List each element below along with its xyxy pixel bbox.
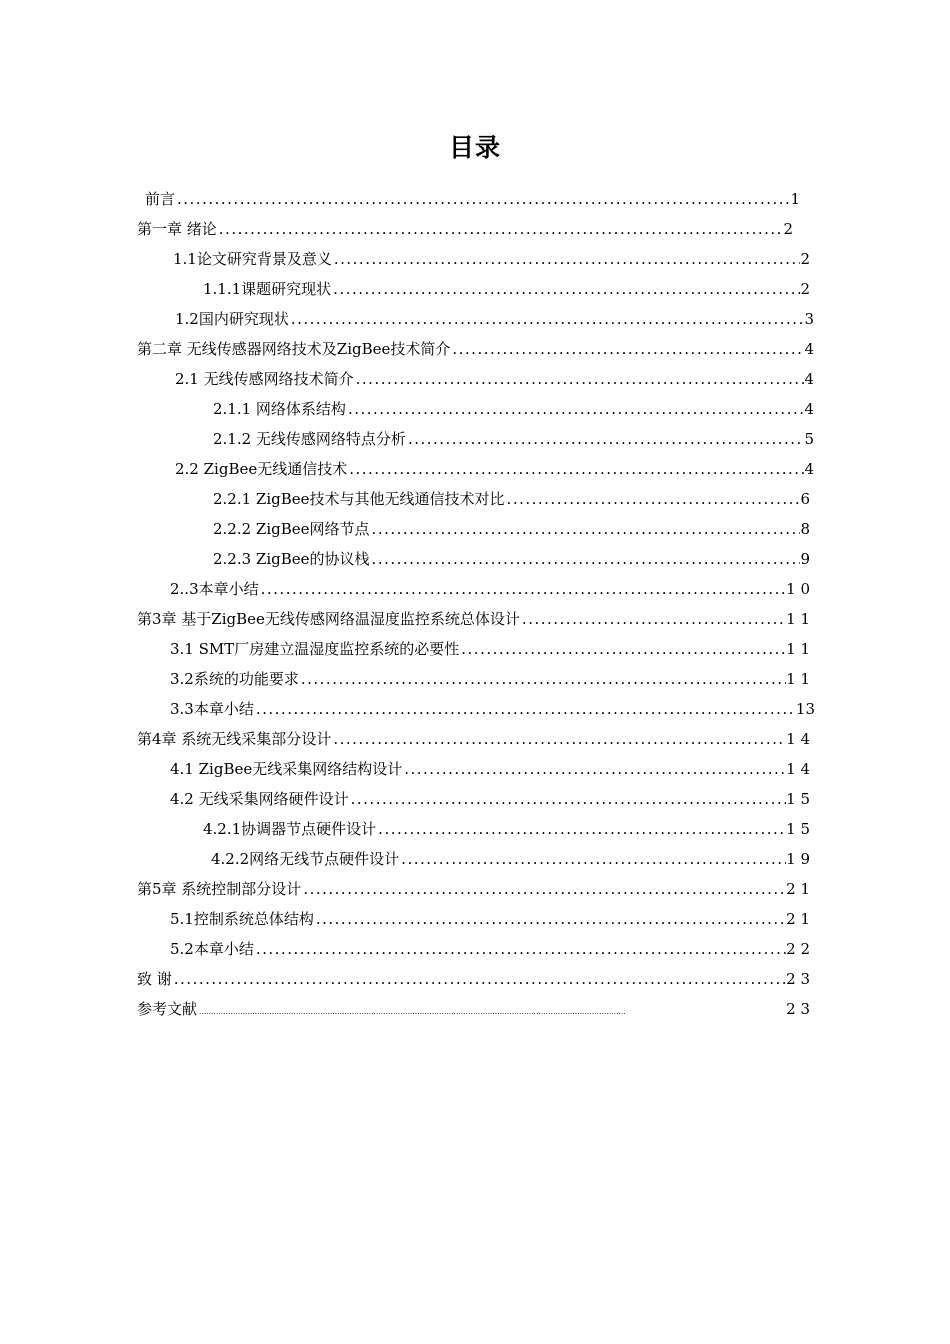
toc-entry-page: 9 [800, 550, 810, 568]
toc-entry[interactable] [137, 724, 810, 754]
toc-leader [172, 964, 786, 994]
toc-entry-page: 3 [804, 310, 814, 328]
toc-entry-label: 2.1 无线传感网络技术简介 [175, 370, 354, 388]
toc-entry-label: 第一章 绪论 [137, 220, 217, 238]
toc-entry-label: 2.2.1 ZigBee技术与其他无线通信技术对比 [213, 490, 505, 508]
toc-leader [354, 364, 805, 394]
toc-entry-page: 1 9 [786, 850, 810, 868]
toc-leader [331, 724, 786, 754]
toc-entry[interactable] [170, 694, 815, 724]
toc-entry[interactable] [203, 814, 810, 844]
toc-entry-label: 4.2.2网络无线节点硬件设计 [211, 850, 400, 868]
toc-entry-label: 2.2.3 ZigBee的协议栈 [213, 550, 370, 568]
toc-entry-page: 1 5 [786, 790, 810, 808]
toc-entry-page: 2 3 [786, 1000, 810, 1018]
toc-entry-page: 1 5 [786, 820, 810, 838]
toc-entry-label: 1.1论文研究背景及意义 [173, 250, 332, 268]
toc-entry-page: 8 [800, 520, 810, 538]
toc-leader [254, 694, 796, 724]
toc-entry-page: 2 [783, 220, 793, 238]
toc-leader [299, 664, 786, 694]
toc-title: 目录 [448, 133, 501, 162]
toc-entry[interactable] [170, 784, 810, 814]
toc-leader [450, 334, 804, 364]
toc-entry[interactable] [137, 964, 810, 994]
toc-entry[interactable] [137, 334, 814, 364]
toc-entry-page: 2 2 [786, 940, 810, 958]
toc-entry-page: 4 [804, 340, 814, 358]
toc-entry-label: 参考文献 [137, 1000, 198, 1018]
toc-entry-label: 4.2 无线采集网络硬件设计 [170, 790, 349, 808]
toc-entry-page: 4 [804, 370, 814, 388]
toc-entry-label: 2.1.1 网络体系结构 [213, 400, 346, 418]
toc-entry-page: 1 1 [786, 670, 810, 688]
toc-entry-page: 1 1 [786, 610, 810, 628]
toc-entry-page: 2 3 [786, 970, 810, 988]
toc-entry-label: 1.1.1课题研究现状 [203, 280, 332, 298]
toc-entry-page: 5 [804, 430, 814, 448]
toc-entry[interactable] [145, 184, 800, 214]
toc-entry-page: 4 [804, 460, 814, 478]
toc-entry-page: 4 [804, 400, 814, 418]
toc-entry[interactable] [211, 844, 810, 874]
toc-entry[interactable] [137, 604, 810, 634]
toc-leader [175, 184, 790, 214]
toc-leader [370, 514, 801, 544]
toc-entry-label: 2..3本章小结 [170, 580, 259, 598]
toc-entry-page: 1 0 [786, 580, 810, 598]
toc-entry-page: 2 [800, 250, 810, 268]
toc-entry[interactable] [137, 214, 793, 244]
toc-entry[interactable] [170, 574, 810, 604]
toc-leader [370, 544, 801, 574]
toc-entry[interactable] [213, 394, 814, 424]
toc-entry[interactable] [170, 664, 810, 694]
toc-entry-page: 1 [790, 190, 800, 208]
toc-leader [197, 997, 786, 1027]
toc-entry[interactable] [213, 424, 814, 454]
toc-leader [254, 934, 786, 964]
toc-leader [505, 484, 801, 514]
toc-leader [349, 784, 787, 814]
toc-leader [459, 634, 786, 664]
toc-leader [520, 604, 786, 634]
toc-entry-label: 第4章 系统无线采集部分设计 [137, 730, 332, 748]
toc-entry-label: 5.2本章小结 [170, 940, 254, 958]
toc-leader [376, 814, 786, 844]
toc-entry-label: 前言 [145, 190, 176, 208]
toc-entry[interactable] [137, 994, 810, 1024]
toc-entry-page: 1 4 [786, 730, 810, 748]
toc-leader [301, 874, 786, 904]
toc-entry-label: 第3章 基于ZigBee无线传感网络温湿度监控系统总体设计 [137, 610, 520, 628]
toc-leader [217, 214, 784, 244]
toc-entry[interactable] [170, 754, 810, 784]
toc-leader [347, 454, 804, 484]
toc-entry-label: 第5章 系统控制部分设计 [137, 880, 302, 898]
toc-leader [399, 844, 786, 874]
toc-leader [406, 424, 805, 454]
toc-entry-page: 2 1 [786, 910, 810, 928]
toc-entry-page: 6 [800, 490, 810, 508]
toc-entry-label: 3.3本章小结 [170, 700, 254, 718]
toc-entry[interactable] [175, 304, 814, 334]
toc-entry-page: 2 [800, 280, 810, 298]
toc-entry[interactable] [213, 514, 810, 544]
toc-entry[interactable] [175, 454, 814, 484]
toc-entry-page: 1 4 [786, 760, 810, 778]
toc-entry-page: 1 1 [786, 640, 810, 658]
toc-entry[interactable] [170, 934, 810, 964]
toc-entry-label: 3.1 SMT厂房建立温湿度监控系统的必要性 [170, 640, 460, 658]
toc-entry-label: 4.1 ZigBee无线采集网络结构设计 [170, 760, 403, 778]
toc-entry[interactable] [170, 904, 810, 934]
toc-entry-label: 第二章 无线传感器网络技术及ZigBee技术简介 [137, 340, 451, 358]
toc-entry-label: 4.2.1协调器节点硬件设计 [203, 820, 377, 838]
toc-leader [332, 244, 801, 274]
toc-entry-label: 1.2国内研究现状 [175, 310, 289, 328]
toc-entry-label: 2.2.2 ZigBee网络节点 [213, 520, 370, 538]
toc-entry-label: 3.2系统的功能要求 [170, 670, 299, 688]
toc-entry-label: 5.1控制系统总体结构 [170, 910, 314, 928]
toc-leader [402, 754, 786, 784]
toc-entry[interactable] [213, 544, 810, 574]
toc-leader [331, 274, 800, 304]
toc-entry[interactable] [170, 634, 810, 664]
toc-leader [259, 574, 787, 604]
toc-leader [346, 394, 805, 424]
toc-entry-label: 致 谢 [137, 970, 172, 988]
toc-entry[interactable] [175, 364, 814, 394]
toc-leader [314, 904, 786, 934]
toc-entry-page: 13 [795, 700, 815, 718]
toc-leader [289, 304, 805, 334]
toc-entry-label: 2.1.2 无线传感网络特点分析 [213, 430, 406, 448]
toc-entry-page: 2 1 [786, 880, 810, 898]
toc-entry-label: 2.2 ZigBee无线通信技术 [175, 460, 348, 478]
toc-entry[interactable] [173, 244, 810, 274]
toc-entry[interactable] [137, 874, 810, 904]
toc-entry[interactable] [213, 484, 810, 514]
toc-entry[interactable] [203, 274, 810, 304]
